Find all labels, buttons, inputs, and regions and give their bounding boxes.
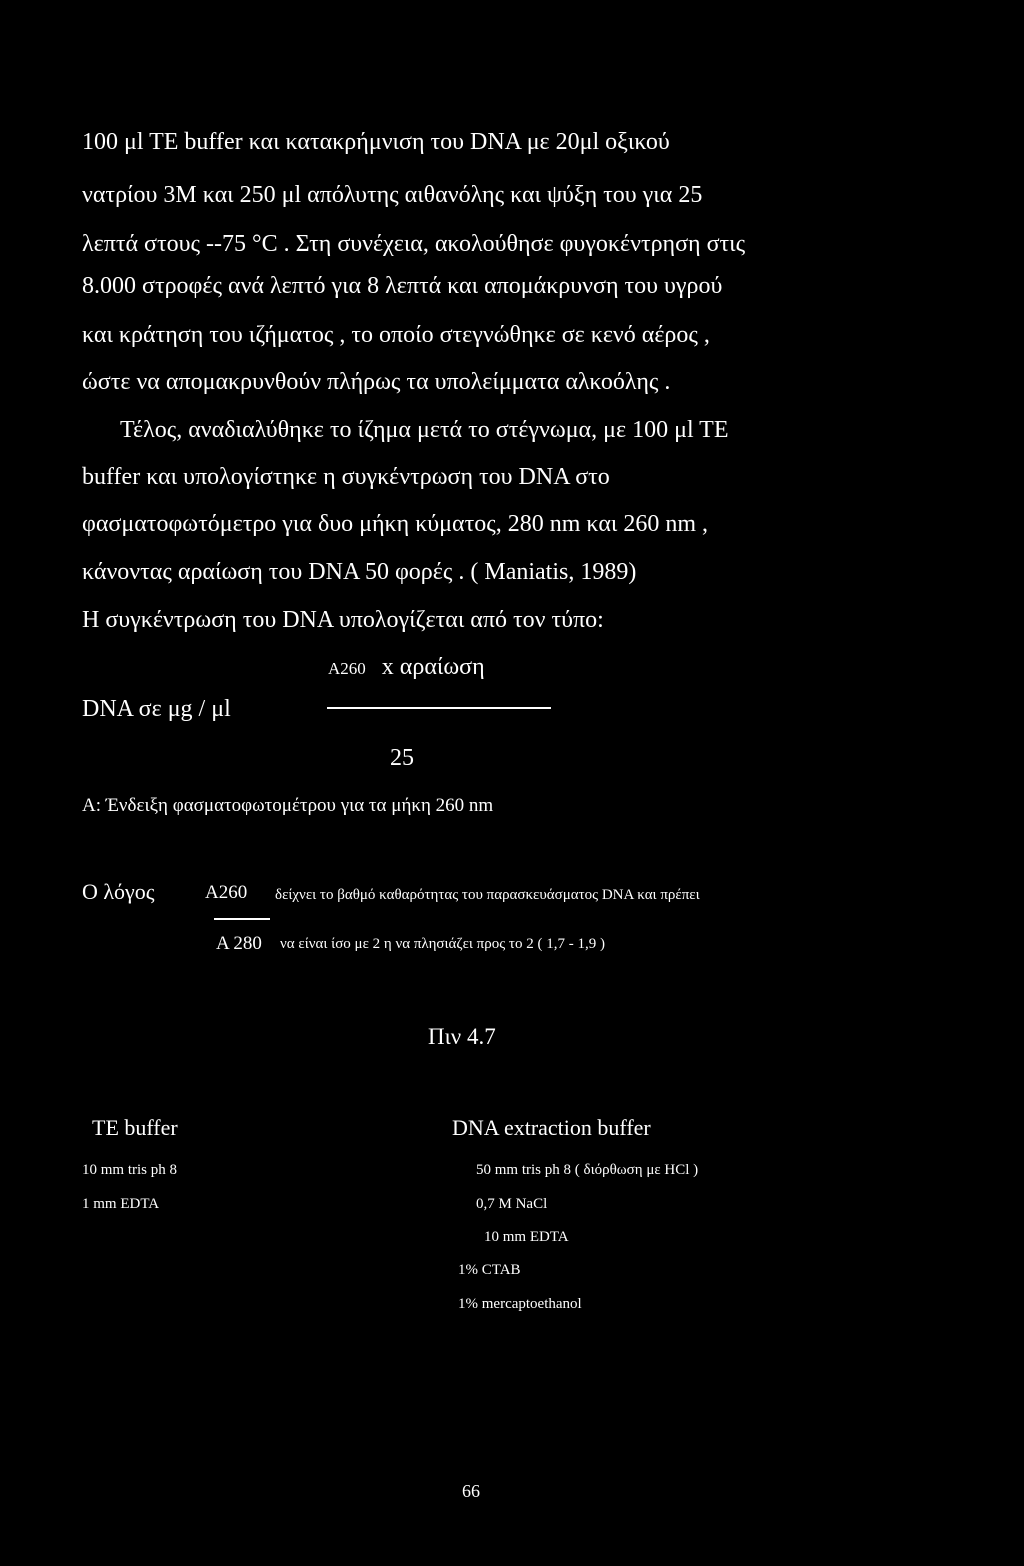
extraction-buffer-row: 10 mm EDTA [484, 1229, 569, 1245]
ratio-top-text: δείχνει το βαθμό καθαρότητας του παρασκευάσματος DNA και πρέπει [275, 887, 700, 903]
te-buffer-row: 1 mm EDTA [82, 1196, 160, 1212]
ratio-bottom: A 280 [216, 933, 262, 954]
formula-lhs: DNA σε μg / μl [82, 696, 231, 722]
paragraph-line-3: λεπτά στους --75 °C . Στη συνέχεια, ακολούθησε φυγοκέντρηση στις [82, 231, 746, 257]
paragraph-line-1: 100 μl TE buffer και κατακρήμνιση του DNA με 20μl οξικού [82, 129, 670, 155]
formula-fraction-bar [327, 707, 551, 709]
te-buffer-row: 10 mm tris ph 8 [82, 1162, 178, 1178]
ratio-top: A260 [205, 882, 248, 903]
paragraph-line-2: νατρίου 3M και 250 μl απόλυτης αιθανόλης και ψύξη του για 25 [82, 182, 703, 208]
ratio-prefix: Ο λόγος [82, 879, 155, 904]
paragraph-line-7: Τέλος, αναδιαλύθηκε το ίζημα μετά το στέγνωμα, με 100 μl TE [120, 417, 729, 443]
formula-note: Α: Ένδειξη φασματοφωτομέτρου για τα μήκη 260 nm [82, 795, 494, 816]
paragraph-line-8: buffer και υπολογίστηκε η συγκέντρωση του DNA στο [82, 464, 610, 490]
extraction-buffer-title: DNA extraction buffer [452, 1115, 651, 1140]
paragraph-line-11: Η συγκέντρωση του DNA υπολογίζεται από τον τύπο: [82, 607, 604, 633]
paragraph-line-9: φασματοφωτόμετρο για δυο μήκη κύματος, 280 nm και 260 nm , [82, 511, 709, 537]
te-buffer-title: TE buffer [92, 1115, 178, 1140]
extraction-buffer-row: 50 mm tris ph 8 ( διόρθωση με HCl ) [476, 1162, 699, 1178]
paragraph-line-4: 8.000 στροφές ανά λεπτό για 8 λεπτά και απομάκρυνση του υγρού [82, 273, 723, 299]
formula-numerator-sub: A260 [328, 659, 366, 678]
paragraph-line-6: ώστε να απομακρυνθούν πλήρως τα υπολείμματα αλκοόλης . [82, 369, 671, 395]
ratio-fraction-bar [214, 918, 270, 920]
formula-numerator-rest: x αραίωση [381, 654, 485, 680]
extraction-buffer-row: 1% mercaptoethanol [458, 1296, 582, 1312]
ratio-bottom-text: να είναι ίσο με 2 η να πλησιάζει προς το 2 ( 1,7 - 1,9 ) [280, 936, 605, 952]
extraction-buffer-row: 0,7 M NaCl [476, 1196, 548, 1212]
extraction-buffer-row: 1% CTAB [458, 1262, 521, 1278]
formula-numerator [328, 655, 485, 679]
paragraph-line-10: κάνοντας αραίωση του DNA 50 φορές . ( Maniatis, 1989) [82, 559, 637, 585]
page-number: 66 [462, 1481, 480, 1501]
formula-denominator: 25 [390, 745, 414, 771]
table-label: Πιν 4.7 [428, 1024, 496, 1049]
paragraph-line-5: και κράτηση του ιζήματος , το οποίο στεγνώθηκε σε κενό αέρος , [82, 322, 710, 348]
